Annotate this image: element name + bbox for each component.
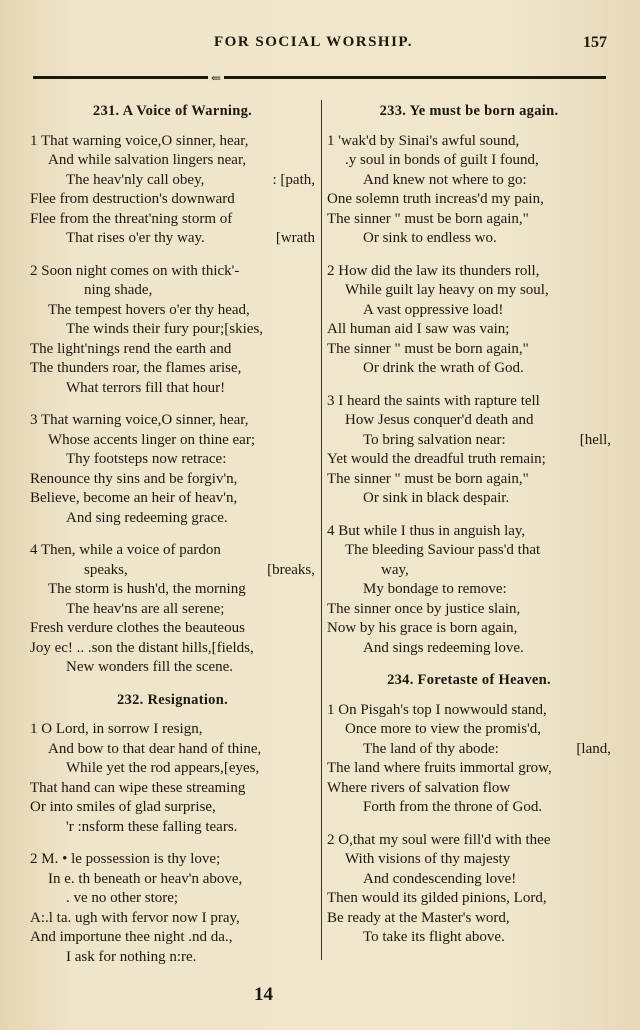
- verse-line: [327, 190, 611, 210]
- verse-line: [30, 818, 315, 838]
- verse-line: [30, 870, 315, 890]
- verse-text: Once more to view the promis'd,: [345, 721, 541, 737]
- verse-text: 2 M. • le possession is thy love;: [30, 851, 221, 867]
- verse-text: The storm is hush'd, the morning: [48, 581, 246, 597]
- verse-text: One solemn truth increas'd my pain,: [327, 191, 544, 207]
- verse-text: Joy ec! .. .son the distant hills,[fields,: [30, 639, 254, 656]
- verse-turnover: [land,: [576, 740, 611, 757]
- hymn-title: 233. Ye must be born again.: [379, 103, 559, 119]
- verse-line: [327, 450, 611, 470]
- verse-text: 4 Then, while a voice of pardon: [30, 542, 221, 558]
- verse-text: .y soul in bonds of guilt I found,: [345, 152, 539, 168]
- verse-line: [30, 619, 315, 639]
- verse-line: [327, 779, 611, 799]
- verse-text: Renounce thy sins and be forgiv'n,: [30, 470, 238, 487]
- verse-text: To bring salvation near:: [363, 431, 506, 448]
- hymn: [30, 102, 315, 678]
- verse-line: [30, 541, 315, 561]
- verse-line: [327, 600, 611, 620]
- verse-text: Where rivers of salvation flow: [327, 779, 511, 796]
- verse-text: And while salvation lingers near,: [48, 152, 247, 168]
- header-rule: [33, 76, 606, 79]
- verse-text: 4 But while I thus in anguish lay,: [327, 522, 526, 539]
- verse-text: 1 O Lord, in sorrow I resign,: [30, 721, 203, 737]
- verse-line: [327, 359, 611, 379]
- verse-line: [30, 281, 315, 301]
- verse-text: ning shade,: [84, 282, 153, 298]
- verse-text: The winds their fury pour;[skies,: [66, 321, 264, 337]
- stanza: [327, 262, 611, 379]
- verse-text: 3 I heard the saints with rapture tell: [327, 392, 540, 409]
- verse-text: My bondage to remove:: [363, 581, 507, 597]
- verse-line: [30, 359, 315, 379]
- verse-text: Thy footsteps now retrace:: [66, 451, 227, 467]
- verse-line: [30, 509, 315, 529]
- verse-text: 1 'wak'd by Sinai's awful sound,: [327, 132, 520, 149]
- page-number: 157: [583, 34, 607, 51]
- verse-text: way,: [381, 561, 409, 578]
- verse-line: [327, 619, 611, 639]
- verse-turnover: [hell,: [579, 431, 611, 448]
- verse-text: And condescending love!: [363, 870, 517, 887]
- verse-text: Fresh verdure clothes the beauteous: [30, 620, 245, 636]
- verse-text: The sinner " must be born again,": [327, 470, 529, 487]
- hymn-title: 232. Resignation.: [116, 691, 229, 708]
- verse-text: The sinner " must be born again,": [327, 340, 529, 357]
- stanza: [327, 522, 611, 659]
- verse-text: The land where fruits immortal grow,: [327, 760, 552, 776]
- verse-text: 2 Soon night comes on with thick'-: [30, 262, 240, 279]
- verse-text: 1 That warning voice,O sinner, hear,: [30, 132, 249, 149]
- verse-text: How Jesus conquer'd death and: [345, 412, 534, 428]
- verse-line: [30, 320, 315, 340]
- verse-text: With visions of thy majesty: [345, 851, 511, 867]
- verse-text: 2 How did the law its thunders roll,: [327, 262, 540, 279]
- verse-line: [30, 229, 315, 249]
- verse-line: [30, 132, 315, 152]
- verse-text: The light'nings rend the earth and: [30, 340, 232, 357]
- verse-text: The heav'ns are all serene;: [66, 600, 225, 617]
- verse-text: Flee from destruction's downward: [30, 191, 235, 207]
- verse-line: [327, 720, 611, 740]
- verse-line: [327, 262, 611, 282]
- verse-line: [30, 720, 315, 740]
- stanza: [327, 701, 611, 818]
- verse-text: . ve no other store;: [66, 890, 179, 906]
- verse-line: [327, 831, 611, 851]
- stanza: [327, 831, 611, 948]
- verse-line: [30, 928, 315, 948]
- verse-line: [327, 431, 611, 451]
- stanza: [30, 720, 315, 837]
- verse-line: [30, 909, 315, 929]
- verse-line: [327, 281, 611, 301]
- verse-text: A vast oppressive load!: [363, 301, 504, 318]
- verse-line: [327, 909, 611, 929]
- verse-text: Believe, become an heir of heav'n,: [30, 490, 238, 506]
- verse-line: [30, 948, 315, 968]
- verse-line: [327, 561, 611, 581]
- verse-line: [30, 470, 315, 490]
- verse-line: [30, 190, 315, 210]
- verse-text: Or sink to endless wo.: [363, 230, 497, 246]
- verse-text: To take its flight above.: [363, 929, 505, 945]
- verse-text: All human aid I saw was vain;: [327, 321, 510, 337]
- verse-text: Be ready at the Master's word,: [327, 909, 510, 926]
- verse-line: [327, 301, 611, 321]
- verse-text: 3 That warning voice,O sinner, hear,: [30, 412, 249, 428]
- verse-line: [327, 798, 611, 818]
- verse-text: Forth from the throne of God.: [363, 799, 543, 815]
- verse-text: The thunders roar, the flames arise,: [30, 360, 242, 376]
- verse-line: [327, 411, 611, 431]
- verse-line: [327, 392, 611, 412]
- running-title: FOR SOCIAL WORSHIP.: [214, 34, 413, 50]
- verse-text: And importune thee night .nd da.,: [30, 929, 233, 945]
- verse-line: [30, 301, 315, 321]
- left-column: [30, 98, 315, 980]
- hymn: [327, 102, 611, 658]
- verse-line: [30, 340, 315, 360]
- verse-line: [327, 580, 611, 600]
- stanza: [30, 262, 315, 399]
- verse-text: Or drink the wrath of God.: [363, 360, 524, 376]
- verse-line: [30, 580, 315, 600]
- verse-line: [30, 779, 315, 799]
- verse-line: [327, 522, 611, 542]
- verse-text: speaks,: [84, 561, 128, 578]
- verse-text: 1 On Pisgah's top I nowwould stand,: [327, 701, 547, 718]
- verse-line: [327, 210, 611, 230]
- verse-text: I ask for nothing n:re.: [66, 948, 197, 965]
- verse-line: [30, 798, 315, 818]
- verse-text: While yet the rod appears,[eyes,: [66, 760, 260, 776]
- verse-line: [327, 759, 611, 779]
- verse-turnover: [breaks,: [267, 561, 315, 578]
- verse-line: [327, 639, 611, 659]
- verse-line: [30, 210, 315, 230]
- verse-text: And sing redeeming grace.: [66, 509, 228, 526]
- verse-text: And knew not where to go:: [363, 171, 527, 188]
- stanza: [30, 850, 315, 967]
- verse-line: [327, 701, 611, 721]
- stanza: [327, 132, 611, 249]
- hymn-title: 234. Foretaste of Heaven.: [387, 672, 551, 688]
- signature-mark: 14: [254, 984, 273, 1005]
- verse-text: That hand can wipe these streaming: [30, 779, 246, 796]
- stanza: [30, 541, 315, 678]
- verse-text: Or into smiles of glad surprise,: [30, 799, 216, 815]
- column-divider: [321, 100, 322, 960]
- verse-text: The land of thy abode:: [363, 740, 499, 757]
- verse-line: [327, 740, 611, 760]
- stanza: [30, 132, 315, 249]
- hymn-title: 231. A Voice of Warning.: [92, 103, 253, 119]
- verse-text: And sings redeeming love.: [363, 639, 524, 656]
- verse-text: That rises o'er thy way.: [66, 230, 205, 246]
- verse-line: [30, 171, 315, 191]
- verse-line: [30, 850, 315, 870]
- hymn: [327, 671, 611, 948]
- verse-line: [30, 759, 315, 779]
- verse-text: While guilt lay heavy on my soul,: [345, 282, 549, 298]
- verse-line: [30, 450, 315, 470]
- verse-line: [327, 470, 611, 490]
- verse-text: Yet would the dreadful truth remain;: [327, 451, 546, 467]
- hymn: [30, 691, 315, 968]
- verse-line: [327, 541, 611, 561]
- verse-turnover: [wrath: [275, 230, 315, 246]
- stanza: [30, 411, 315, 528]
- verse-line: [30, 740, 315, 760]
- verse-line: [327, 229, 611, 249]
- verse-line: [327, 340, 611, 360]
- verse-text: 2 O,that my soul were fill'd with thee: [327, 831, 551, 848]
- verse-text: New wonders fill the scene.: [66, 659, 234, 675]
- verse-text: Or sink in black despair.: [363, 490, 510, 506]
- verse-text: And bow to that dear hand of thine,: [48, 740, 262, 757]
- right-column: [327, 98, 611, 961]
- verse-line: [30, 411, 315, 431]
- verse-text: The heav'nly call obey,: [66, 171, 205, 188]
- verse-line: [327, 928, 611, 948]
- verse-line: [327, 489, 611, 509]
- verse-line: [327, 171, 611, 191]
- verse-text: The sinner " must be born again,": [327, 210, 529, 227]
- verse-text: Whose accents linger on thine ear;: [48, 431, 255, 448]
- verse-text: The tempest hovers o'er thy head,: [48, 301, 250, 318]
- verse-line: [327, 870, 611, 890]
- rule-ornament-icon: ⇐: [208, 71, 224, 86]
- verse-text: What terrors fill that hour!: [66, 379, 226, 396]
- verse-line: [30, 600, 315, 620]
- verse-text: A:.l ta. ugh with fervor now I pray,: [30, 909, 240, 926]
- verse-text: 'r :nsform these falling tears.: [66, 818, 238, 835]
- verse-line: [30, 431, 315, 451]
- verse-line: [327, 320, 611, 340]
- verse-text: Now by his grace is born again,: [327, 620, 518, 636]
- verse-line: [30, 639, 315, 659]
- verse-line: [30, 489, 315, 509]
- verse-turnover: : [path,: [272, 171, 315, 188]
- verse-line: [327, 151, 611, 171]
- verse-text: Then would its gilded pinions, Lord,: [327, 890, 547, 906]
- verse-line: [30, 658, 315, 678]
- verse-text: The bleeding Saviour pass'd that: [345, 542, 541, 558]
- verse-line: [30, 151, 315, 171]
- verse-line: [327, 132, 611, 152]
- stanza: [327, 392, 611, 509]
- verse-line: [30, 262, 315, 282]
- verse-line: [30, 379, 315, 399]
- verse-text: In e. th beneath or heav'n above,: [48, 870, 243, 887]
- verse-line: [327, 889, 611, 909]
- verse-line: [30, 889, 315, 909]
- verse-line: [30, 561, 315, 581]
- verse-text: Flee from the threat'ning storm of: [30, 210, 233, 227]
- verse-text: The sinner once by justice slain,: [327, 600, 521, 617]
- verse-line: [327, 850, 611, 870]
